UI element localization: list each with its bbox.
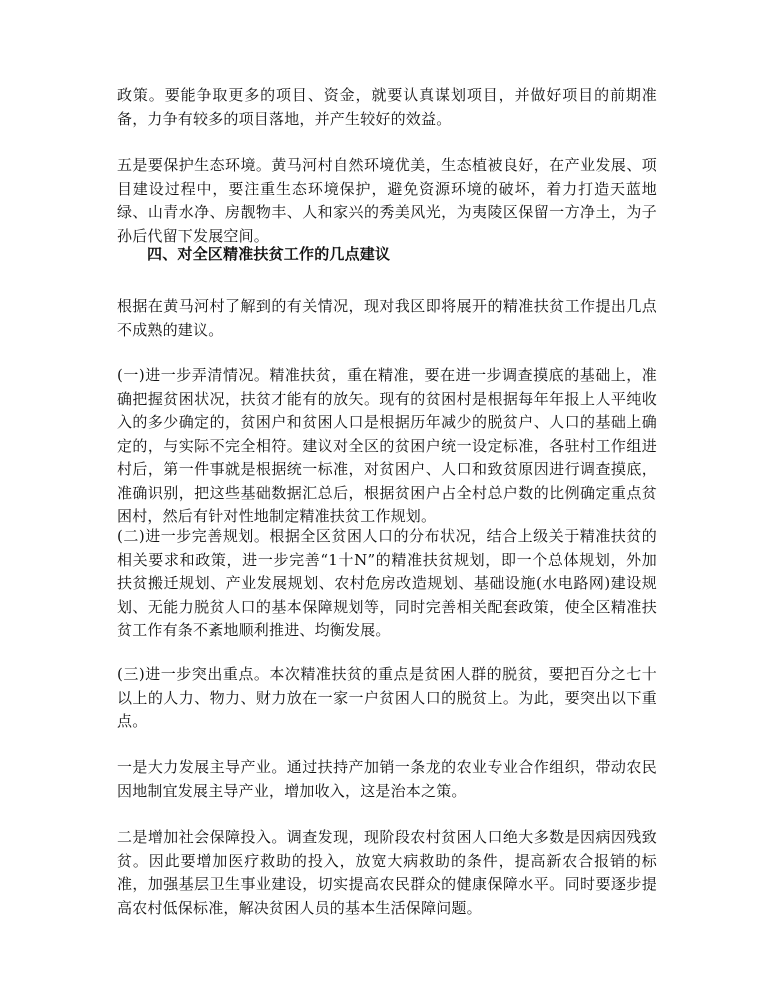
paragraph-intro: 根据在黄马河村了解到的有关情况，现对我区即将展开的精准扶贫工作提出几点不成熟的建议。: [117, 297, 657, 339]
paragraph-leading-industry: 一是大力发展主导产业。通过扶持产加销一条龙的农业专业合作组织，带动农民因地制宜发展主导产业，增加收入，这是治本之策。: [117, 758, 657, 800]
paragraph-improve-planning: (二)进一步完善规划。根据全区贫困人口的分布状况，结合上级关于精准扶贫的相关要求和政策，进一步完善“1十N”的精准扶贫规划，即一个总体规划，外加扶贫搬迁规划、产业发展规划、农村危房改造规划、基础设施(水电路网)建设规划、无能力脱贫人口的基本保障规划等，同时完善相关配套政策，使全区精准扶贫工作有条不紊地顺利推进、均衡发展。: [117, 527, 657, 639]
paragraph-ecology: 五是要保护生态环境。黄马河村自然环境优美，生态植被良好，在产业发展、项目建设过程中，要注重生态环境保护，避免资源环境的破坏，着力打造天蓝地绿、山青水净、房靓物丰、人和家兴的秀美风光，为夷陵区保留一方净土，为子孙后代留下发展空间。: [117, 156, 657, 245]
paragraph-highlight-focus: (三)进一步突出重点。本次精准扶贫的重点是贫困人群的脱贫，要把百分之七十以上的人力、物力、财力放在一家一户贫困人口的脱贫上。为此，要突出以下重点。: [117, 665, 657, 730]
paragraph-social-security: 二是增加社会保障投入。调查发现，现阶段农村贫困人口绝大多数是因病因残致贫。因此要增加医疗救助的投入，放宽大病救助的条件，提高新农合报销的标准，加强基层卫生事业建设，切实提高农民群众的健康保障水平。同时要逐步提高农村低保标准，解决贫困人员的基本生活保障问题。: [117, 828, 657, 917]
section-heading: 四、对全区精准扶贫工作的几点建议: [147, 245, 391, 263]
paragraph-clarify-situation: (一)进一步弄清情况。精准扶贫，重在精准，要在进一步调查摸底的基础上，准确把握贫困状况，扶贫才能有的放矢。现有的贫困村是根据每年年报上人平纯收入的多少确定的，贫困户和贫困人口是根据历年减少的脱贫户、人口的基础上确定的，与实际不完全相符。建议对全区的贫困户统一设定标准，各驻村工作组进村后，第一件事就是根据统一标准，对贫困户、人口和致贫原因进行调查摸底，准确识别，把这些基础数据汇总后，根据贫困户占全村总户数的比例确定重点贫困村，然后有针对性地制定精准扶贫工作规划。: [117, 366, 657, 525]
paragraph-project-policy: 政策。要能争取更多的项目、资金，就要认真谋划项目，并做好项目的前期准备，力争有较多的项目落地，并产生较好的效益。: [117, 86, 657, 128]
